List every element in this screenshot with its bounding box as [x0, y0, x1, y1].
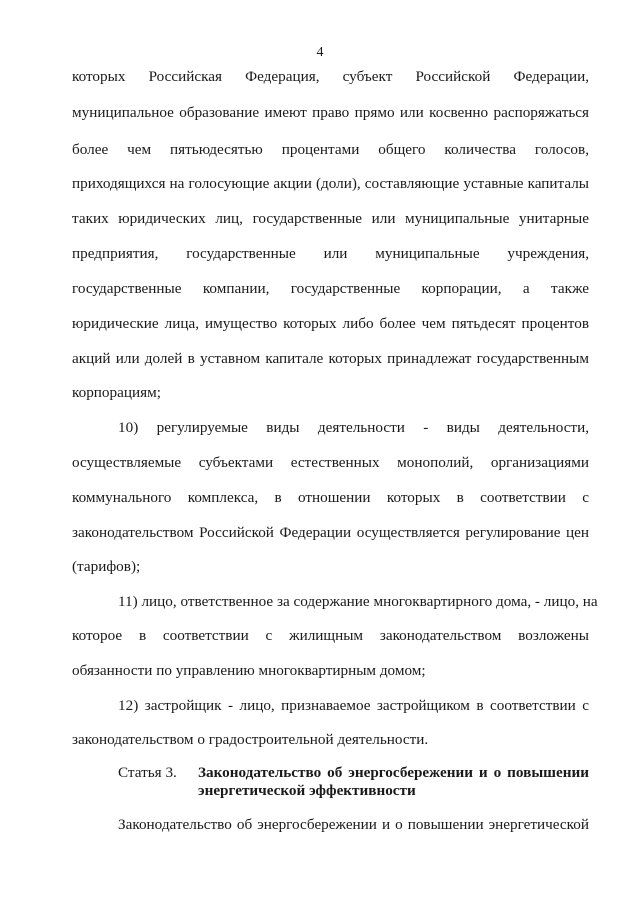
text-line: которых Российская Федерация, субъект Российской Федерации,: [72, 68, 589, 85]
text-line: (тарифов);: [72, 558, 141, 575]
text-line: более чем пятьюдесятью процентами общего количества голосов,: [72, 141, 589, 158]
text-line: законодательством Российской Федерации осуществляется регулирование цен: [72, 524, 589, 541]
text-line: осуществляемые субъектами естественных монополий, организациями: [72, 454, 589, 471]
text-line: обязанности по управлению многоквартирным домом;: [72, 662, 426, 679]
article-number: Статья 3.: [118, 764, 177, 781]
text-line: юридические лица, имущество которых либо более чем пятьдесят процентов: [72, 315, 589, 332]
text-line: акций или долей в уставном капитале которых принадлежат государственным: [72, 350, 589, 367]
article-title-line2: энергетической эффективности: [198, 782, 416, 799]
list-item-11: 11) лицо, ответственное за содержание многоквартирного дома, - лицо, на: [118, 593, 598, 610]
text-line: таких юридических лиц, государственные или муниципальные унитарные: [72, 210, 589, 227]
text-line: приходящихся на голосующие акции (доли), составляющие уставные капиталы: [72, 175, 589, 192]
text-line: законодательством о градостроительной деятельности.: [72, 731, 429, 748]
list-item-10: 10) регулируемые виды деятельности - виды деятельности,: [118, 419, 589, 436]
text-line: Законодательство об энергосбережении и о повышении энергетической: [118, 816, 589, 833]
text-line: которое в соответствии с жилищным законодательством возложены: [72, 627, 589, 644]
text-line: предприятия, государственные или муниципальные учреждения,: [72, 245, 589, 262]
article-title-line1: Законодательство об энергосбережении и о повышении: [198, 764, 589, 781]
text-line: государственные компании, государственные корпорации, а также: [72, 280, 589, 297]
list-item-12: 12) застройщик - лицо, признаваемое застройщиком в соответствии с: [118, 697, 589, 714]
text-line: корпорациям;: [72, 384, 161, 401]
page-number: 4: [316, 45, 324, 60]
text-line: коммунального комплекса, в отношении которых в соответствии с: [72, 489, 589, 506]
text-line: муниципальное образование имеют право прямо или косвенно распоряжаться: [72, 104, 589, 121]
